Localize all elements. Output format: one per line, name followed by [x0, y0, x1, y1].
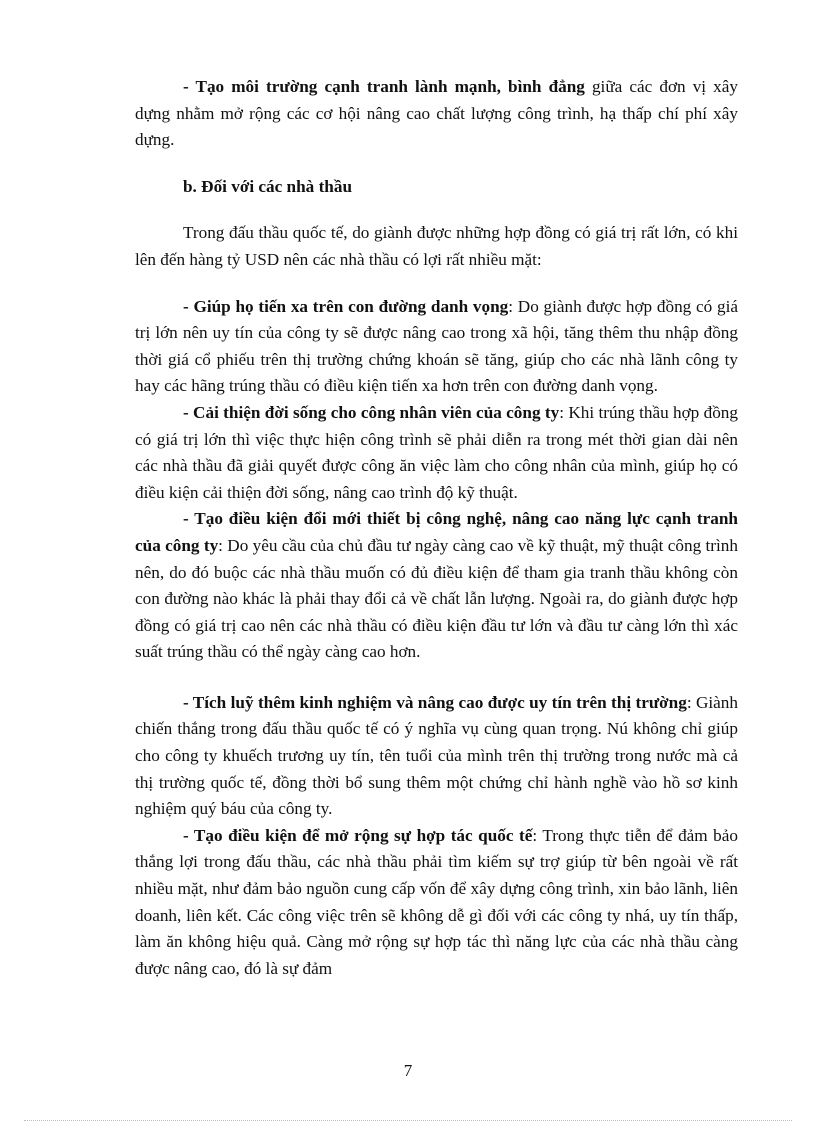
page-number: 7 [403, 1061, 413, 1080]
paragraph-experience [135, 690, 738, 823]
paragraph-employee-life [135, 400, 738, 506]
paragraph-reputation [135, 294, 738, 400]
paragraph-competition-text: giữa các đơn vị xây dựng nhằm mở rộng các cơ hội nâng cao chất lượng công trình, hạ thấp chí phí xây dựng. [135, 77, 738, 150]
paragraph-experience-text: : Giành chiến thắng trong đấu thầu quốc tế có ý nghĩa vụ cùng quan trọng. Nú không chỉ giúp cho công ty khuếch trương uy tín, tên tuổi của mình trên thị trường trong nước mà cả thị trường quốc tế, đồng thời bổ sung thêm một chứng chỉ hành nghề vào hồ sơ kinh nghiệm quý báu của công ty. [135, 692, 738, 819]
paragraph-cooperation-bold: - Tạo điều kiện để mở rộng sự hợp tác quốc tế [183, 825, 533, 845]
paragraph-intro [135, 220, 738, 273]
paragraph-intro-text: Trong đấu thầu quốc tế, do giành được những hợp đồng có giá trị rất lớn, có khi lên đến hàng tỷ USD nên các nhà thầu có lợi rất nhiều mặt: [135, 223, 738, 269]
paragraph-reputation-text: : Do giành được hợp đồng có giá trị lớn nên uy tín của công ty sẽ được nâng cao trong xã hội, tăng thêm thu nhập đồng thời giá cổ phiếu trên thị trường chứng khoán sẽ tăng, giúp cho các nhà lãnh công ty hay các hãng trúng thầu có điều kiện tiến xa hơn trên con đường danh vọng. [135, 296, 738, 396]
paragraph-cooperation-text: : Trong thực tiễn để đảm bảo thắng lợi trong đấu thầu, các nhà thầu phải tìm kiếm sự trợ giúp từ bên ngoài về rất nhiều mặt, như đảm bảo nguồn cung cấp vốn để xây dựng công trình, xin bảo lãnh, liên doanh, liên kết. Các công việc trên sẽ không dễ gì đối với các công ty nhá, uy tín thấp, làm ăn không hiệu quả. Càng mở rộng sự hợp tác thì năng lực của các nhà thầu càng được nâng cao, đó là sự đảm [135, 825, 738, 978]
paragraph-experience-bold: - Tích luỹ thêm kinh nghiệm và nâng cao được uy tín trên thị trường [183, 692, 687, 712]
paragraph-technology-text: : Do yêu cầu của chủ đầu tư ngày càng cao về kỹ thuật, mỹ thuật công trình nên, do đó buộc các nhà thầu muốn có đủ điều kiện để tham gia tranh thầu không còn con đường nào khác là phải thay đổi cả về chất lẫn lượng. Ngoài ra, do giành được hợp đồng có giá trị cao nên các nhà thầu có điều kiện đầu tư lớn và đầu tư càng lớn thì xác suất trúng thầu có thể ngày càng cao hơn. [135, 535, 738, 662]
paragraph-technology-bold: - Tạo điều kiện đổi mới thiết bị công nghệ, nâng cao năng lực cạnh tranh của công ty [135, 509, 738, 555]
paragraph-competition [135, 74, 738, 154]
paragraph-cooperation [135, 823, 738, 983]
section-heading-contractors: b. Đối với các nhà thầu [183, 176, 353, 196]
paragraph-employee-life-text: : Khi trúng thầu hợp đồng có giá trị lớn thì việc thực hiện công trình sẽ phải diễn ra trong mét thời gian dài nên các nhà thầu đã giải quyết được công ăn việc làm cho công nhân của mình, giúp họ có điều kiện cải thiện đời sống, nâng cao trình độ kỹ thuật. [135, 402, 738, 502]
page-content [135, 74, 738, 982]
paragraph-reputation-bold: - Giúp họ tiến xa trên con đường danh vọng [183, 296, 509, 316]
footer-divider [24, 1120, 792, 1121]
paragraph-employee-life-bold: - Cải thiện đời sống cho công nhân viên của công ty [183, 402, 560, 422]
paragraph-competition-bold: - Tạo môi trường cạnh tranh lành mạnh, bình đẳng [183, 77, 585, 96]
paragraph-technology [135, 506, 738, 666]
